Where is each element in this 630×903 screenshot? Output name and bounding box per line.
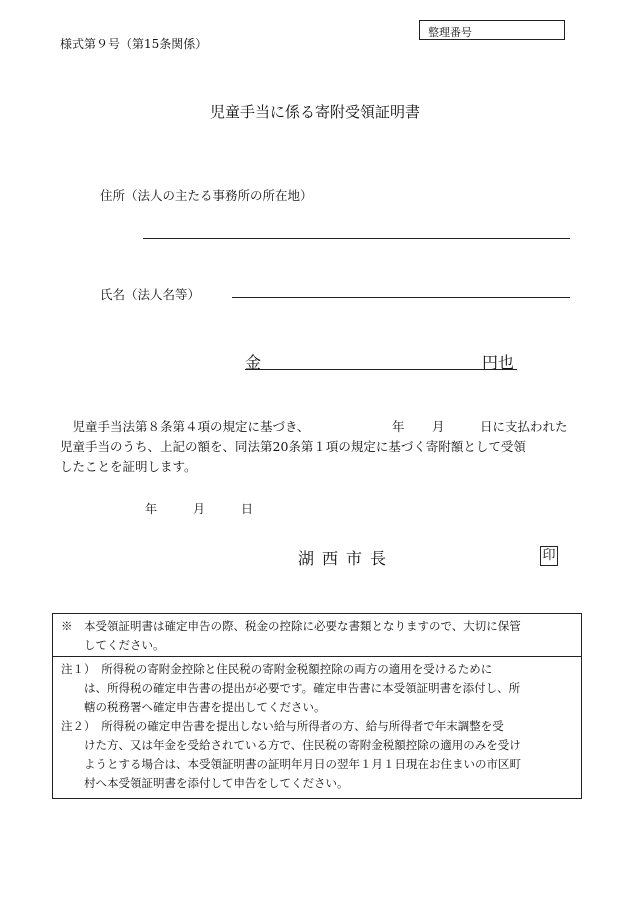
document-title: 児童手当に係る寄附受領証明書: [209, 103, 420, 121]
reference-number-box[interactable]: [419, 20, 565, 40]
issue-month-unit: 月: [193, 502, 206, 516]
payment-day-text: 日に支払われた: [480, 419, 568, 434]
mayor-name: 湖西市長: [298, 549, 395, 568]
issue-day-unit: 日: [241, 502, 254, 516]
amount-field-line[interactable]: [245, 369, 517, 370]
amount-suffix: 円也: [482, 353, 515, 372]
seal-mark: 印: [540, 546, 558, 566]
form-number: 様式第９号（第15条関係）: [60, 37, 208, 51]
reference-number-label: 整理番号: [428, 26, 472, 39]
certification-line-1: 児童手当法第８条第４項の規定に基づき、 年 月 日に支払われた: [60, 417, 580, 437]
certification-line-2: 児童手当のうち、上記の額を、同法第20条第１項の規定に基づく寄附額として受領: [60, 439, 526, 454]
payment-month-unit: 月: [432, 419, 445, 434]
address-label: 住所（法人の主たる事務所の所在地）: [100, 188, 313, 203]
note-1: 注１） 所得税の寄附金控除と住民税の寄附金税額控除の両方の適用を受けるために は、所得税の確定申告書の提出が必要です。確定申告書に本受領証明書を添付し、所 轄の税務署へ確定申告書を提出してください。: [61, 662, 521, 714]
notes-box: [52, 613, 582, 799]
note-2: 注２） 所得税の確定申告書を提出しない給与所得者の方、給与所得者で年末調整を受 けた方、又は年金を受給されている方で、住民税の寄附金税額控除の適用のみを受け ようとする場合は、本受領証明書の証明年月日の翌年１月１日現在お住まいの市区町 村へ本受領証明書を添付して申告をしてください。: [61, 719, 521, 790]
address-field-line[interactable]: [143, 238, 570, 239]
payment-year-unit: 年: [392, 419, 405, 434]
notes-divider: [53, 656, 581, 657]
certification-line-3: したことを証明します。: [60, 459, 197, 474]
caution-note: ※ 本受領証明書は確定申告の際、税金の控除に必要な書類となりますので、大切に保管 してください。: [61, 619, 521, 652]
issue-year-unit: 年: [145, 502, 158, 516]
certification-text: [60, 417, 580, 477]
amount-prefix: 金: [245, 353, 262, 372]
name-label: 氏名（法人名等）: [100, 287, 201, 302]
name-field-line[interactable]: [232, 297, 570, 298]
